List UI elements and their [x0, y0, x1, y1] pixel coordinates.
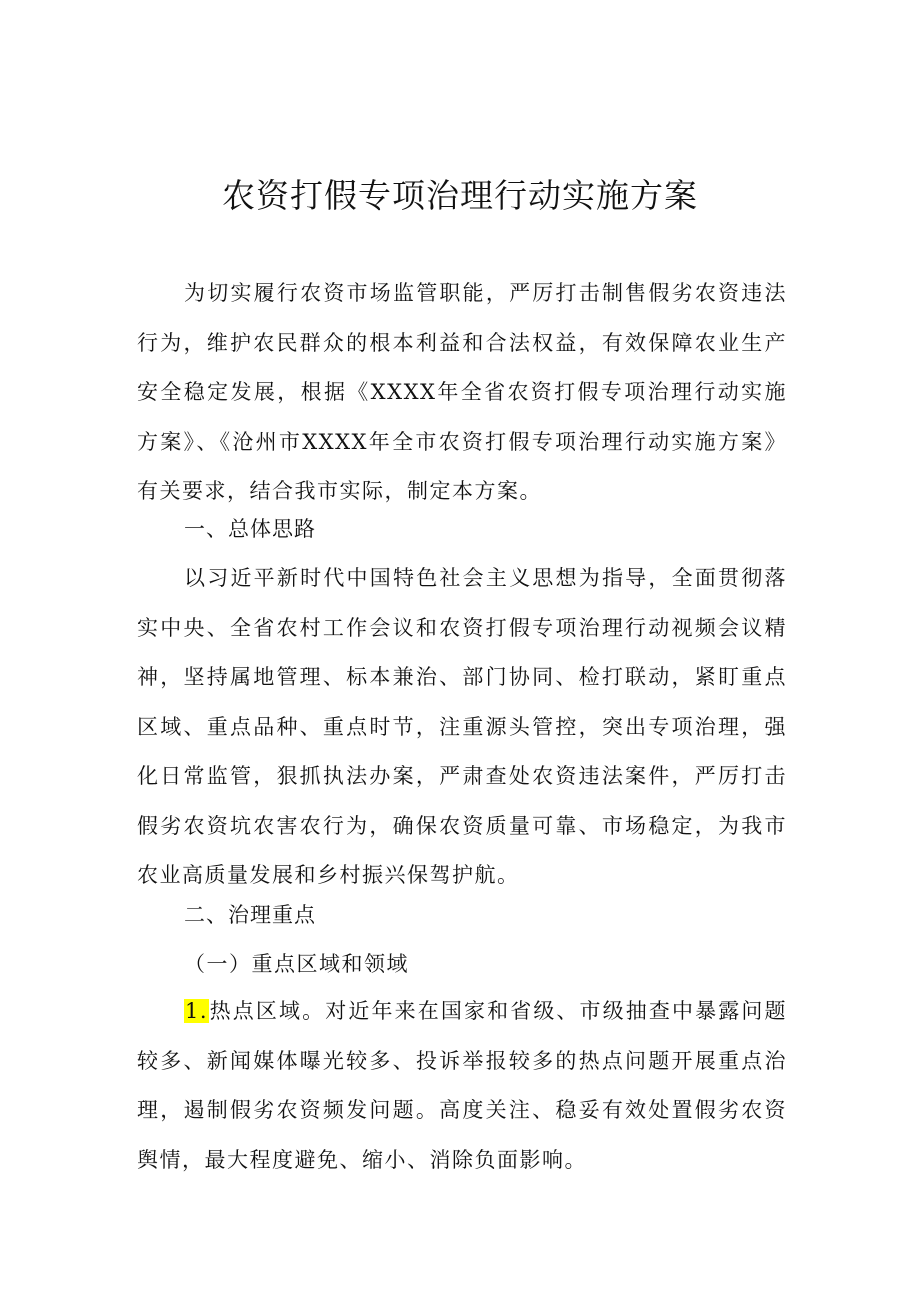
- overall-approach-paragraph: 以习近平新时代中国特色社会主义思想为指导，全面贯彻落实中央、全省农村工作会议和农资打假专项治理行动视频会议精神，坚持属地管理、标本兼治、部门协同、检打联动，紧盯重点区域、重点品种、重点时节，注重源头管控，突出专项治理，强化日常监管，狠抓执法办案，严肃查处农资违法案件，严厉打击假劣农资坑农害农行为，确保农资质量可靠、市场稳定，为我市农业高质量发展和乡村振兴保驾护航。: [137, 566, 787, 887]
- document-title: 农资打假专项治理行动实施方案: [222, 176, 698, 215]
- section-heading-overall-approach: 一、总体思路: [184, 517, 316, 541]
- section-heading-governance-focus: 二、治理重点: [184, 903, 316, 927]
- subsection-heading-key-areas: （一）重点区域和领域: [184, 952, 409, 976]
- intro-paragraph: 为切实履行农资市场监管职能，严厉打击制售假劣农资违法行为，维护农民群众的根本利益和合法权益，有效保障农业生产安全稳定发展，根据《XXXX年全省农资打假专项治理行动实施方案》、《沧州市XXXX年全市农资打假专项治理行动实施方案》有关要求，结合我市实际，制定本方案。: [137, 281, 787, 503]
- highlighted-item-number: 1.: [185, 999, 209, 1023]
- key-areas-item-1-paragraph: [137, 987, 787, 1185]
- key-areas-item-1-text: 热点区域。对近年来在国家和省级、市级抽查中暴露问题较多、新闻媒体曝光较多、投诉举报较多的热点问题开展重点治理，遏制假劣农资频发问题。高度关注、稳妥有效处置假劣农资舆情，最大程度避免、缩小、消除负面影响。: [137, 999, 787, 1172]
